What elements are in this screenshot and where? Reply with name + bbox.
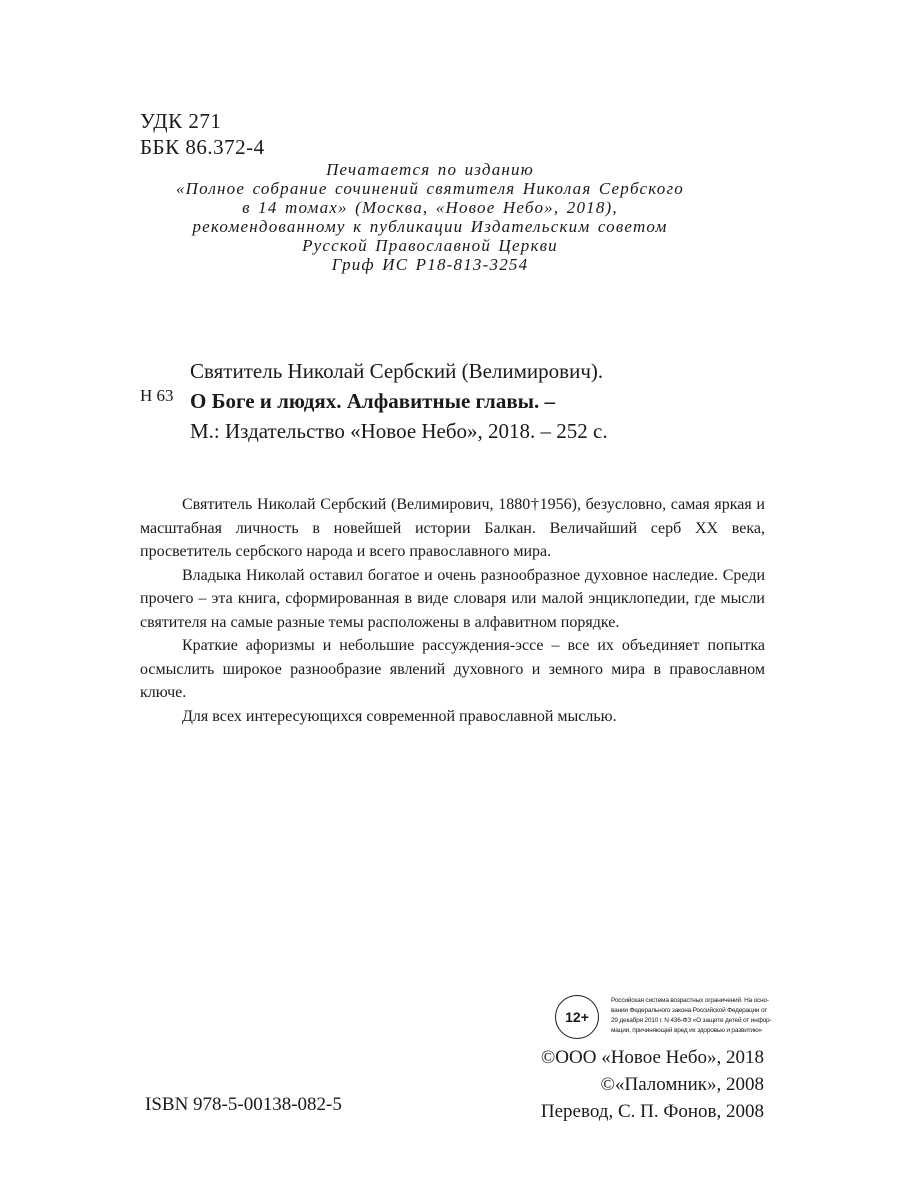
imprint-line: рекомендованному к публикации Издательским советом	[192, 217, 668, 236]
imprint-note	[160, 160, 700, 274]
classification-codes	[140, 108, 265, 160]
imprint-line: в 14 томах» (Москва, «Новое Небо», 2018),	[242, 198, 618, 217]
imprint-line: Гриф ИС Р18-813-3254	[331, 255, 529, 274]
age-rating-notice	[611, 996, 781, 1036]
age-notice-line: 29 декабря 2010 г. N 436-ФЗ «О защите детей от инфор-	[611, 1017, 772, 1024]
copyright-line: Перевод, С. П. Фонов, 2008	[540, 1101, 764, 1122]
age-notice-line: мации, причиняющей вред их здоровью и развитию»	[611, 1027, 762, 1034]
abstract-paragraph: Краткие афоризмы и небольшие рассуждения-эссе – все их объединяет попытка осмыслить широкое разнообразие явлений духовного и земного мира в православном ключе.	[140, 637, 765, 701]
imprint-line: Печатается по изданию	[326, 160, 534, 179]
imprint-line: Русской Православной Церкви	[302, 236, 558, 255]
age-notice-line: вании Федерального закона Российской Федерации от	[611, 1007, 768, 1014]
abstract	[140, 493, 765, 728]
copyright-block	[541, 1044, 764, 1125]
bbk-code: ББК 86.372-4	[140, 135, 265, 159]
isbn: ISBN 978-5-00138-082-5	[145, 1094, 342, 1115]
imprint-line: «Полное собрание сочинений святителя Николая Сербского	[175, 179, 684, 198]
age-rating-badge: 12+	[555, 995, 599, 1039]
catalog-entry	[190, 356, 608, 446]
abstract-paragraph: Для всех интересующихся современной православной мыслью.	[182, 707, 617, 725]
author-mark: Н 63	[140, 386, 174, 405]
copyright-line: ©«Паломник», 2008	[600, 1074, 764, 1095]
copyright-line: ©ООО «Новое Небо», 2018	[540, 1047, 764, 1068]
catalog-publication: М.: Издательство «Новое Небо», 2018. – 252 с.	[190, 419, 608, 443]
abstract-paragraph: Святитель Николай Сербский (Велимирович, 1880†1956), безусловно, самая яркая и масштабная личность в новейшей истории Балкан. Величайший серб XX века, просветитель сербского народа и всего православного мира.	[140, 496, 765, 560]
age-notice-line: Российская система возрастных ограничений. На осно-	[611, 997, 769, 1004]
catalog-author: Святитель Николай Сербский (Велимирович).	[190, 359, 604, 383]
age-rating	[555, 995, 775, 1040]
catalog-title: О Боге и людях. Алфавитные главы. –	[190, 389, 556, 413]
udk-code: УДК 271	[140, 109, 222, 133]
abstract-paragraph: Владыка Николай оставил богатое и очень разнообразное духовное наследие. Среди прочего – эта книга, сформированная в виде словаря или малой энциклопедии, где мысли святителя на самые разные темы расположены в алфавитном порядке.	[140, 566, 765, 631]
